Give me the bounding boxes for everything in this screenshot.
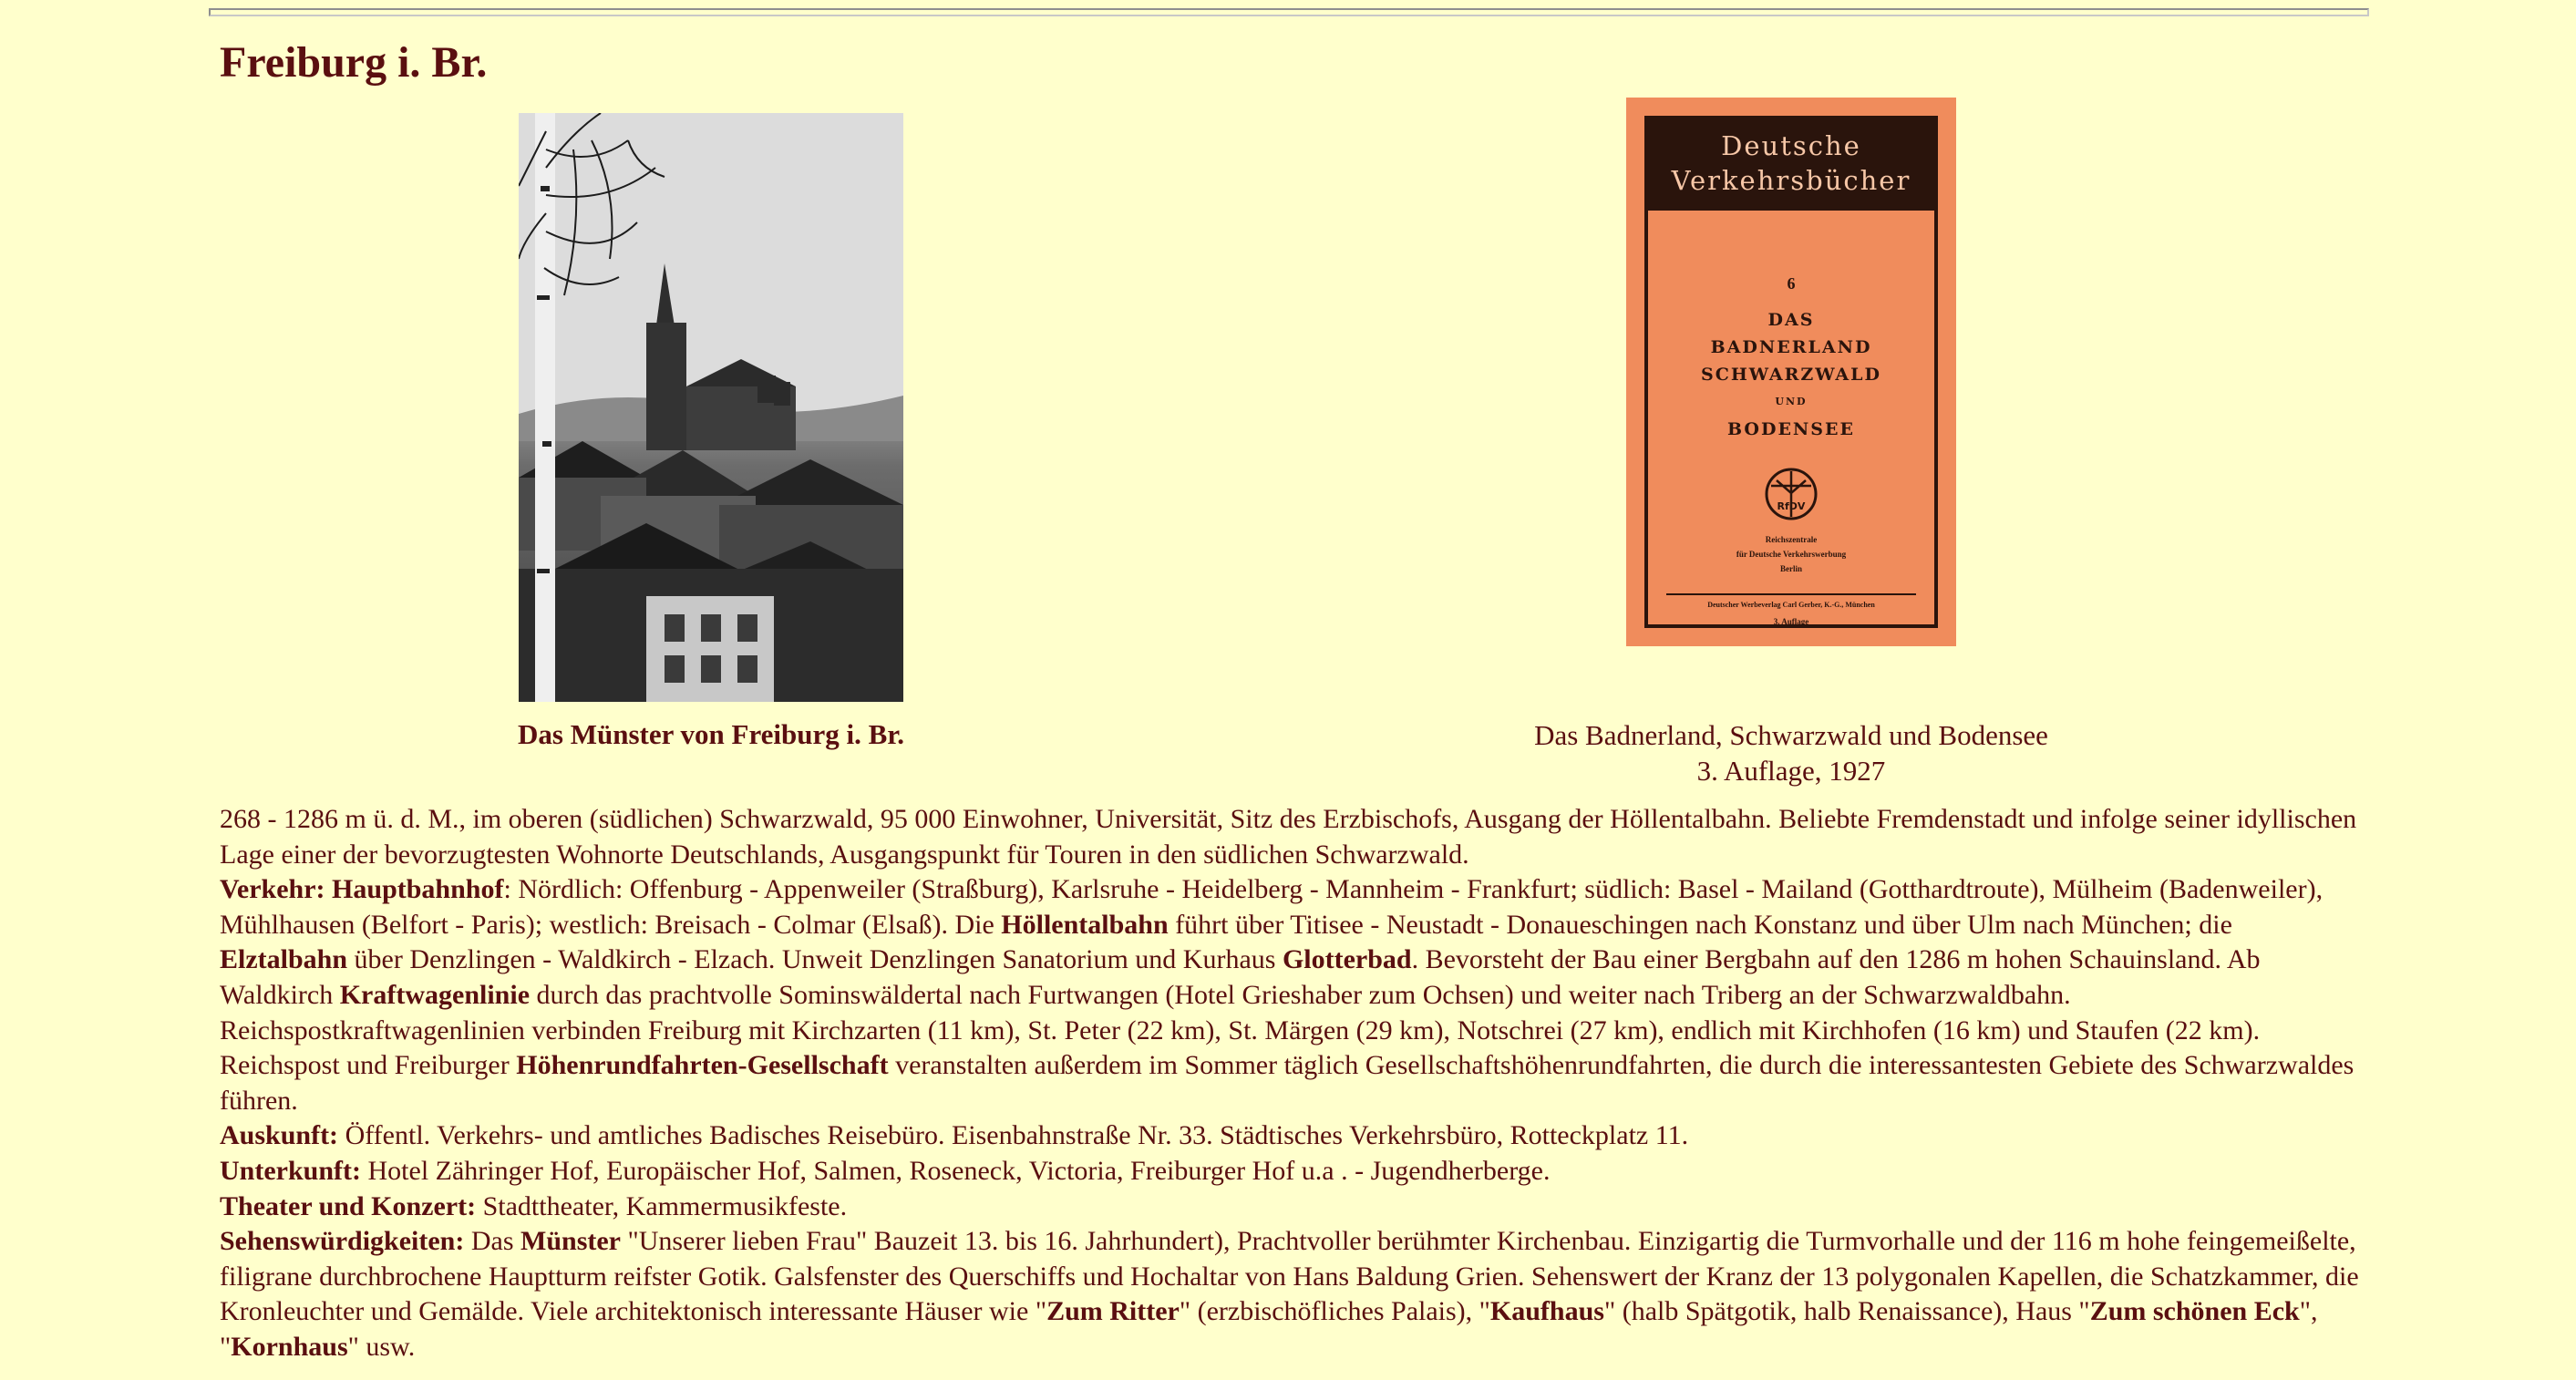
- sehens-text: " (erzbischöfliches Palais), ": [1179, 1296, 1490, 1327]
- page-title: Freiburg i. Br.: [220, 38, 488, 87]
- unterkunft-text: Hotel Zähringer Hof, Europäischer Hof, Salmen, Roseneck, Victoria, Freiburger Hof u.a . - Jugendherberge.: [361, 1155, 1551, 1186]
- kraftwagenlinie-term: Kraftwagenlinie: [339, 979, 531, 1010]
- sehens-text: Das: [464, 1226, 521, 1257]
- book-cover-frame: [1644, 116, 1938, 628]
- unterkunft-label: Unterkunft:: [220, 1155, 361, 1186]
- figure-caption-book-line1: Das Badnerland, Schwarzwald und Bodensee: [1534, 719, 2048, 751]
- sehenswuerdigkeiten-paragraph: [220, 1224, 2362, 1365]
- verkehr-text: durch das prachtvolle Sominswäldertal nach Furtwangen (Hotel Grieshaber zum Ochsen) und weiter nach Triberg an der Schwarzwaldbahn. Reichspostkraftwagenlinien verbinden Freiburg mit Kirchzarten (11 km), St. Peter (22 km), St. Märgen (29 km), Notschrei (27 km), endlich mit Kirchhofen (16 km) und Staufen (22 km). Reichspost und Freiburger: [220, 979, 2261, 1081]
- book-cover-publisher-line: Reichszentrale: [1765, 535, 1818, 544]
- book-cover-divider: [1666, 593, 1916, 595]
- intro-paragraph: 268 - 1286 m ü. d. M., im oberen (südlichen) Schwarzwald, 95 000 Einwohner, Universität, Sitz des Erzbischofs, Ausgang der Höllentalbahn. Beliebte Fremdenstadt und infolge seiner idyllischen Lage einer der bevorzugtesten Wohnorte Deutschlands, Ausgangspunkt für Touren in den südlichen Schwarzwald.: [220, 804, 2357, 870]
- book-cover-header-line2: Verkehrsbücher: [1671, 165, 1911, 196]
- book-cover-title-line: BADNERLAND: [1710, 337, 1872, 357]
- figure-caption-book: [1468, 717, 2115, 788]
- figure-muenster: [428, 113, 994, 752]
- zum-ritter-term: Zum Ritter: [1046, 1296, 1180, 1327]
- book-cover-title-line: SCHWARZWALD: [1700, 365, 1882, 385]
- book-cover-title: [1648, 306, 1934, 443]
- book-cover-header: [1648, 119, 1934, 211]
- theater-paragraph: [220, 1189, 2362, 1225]
- figure-caption-book-line2: 3. Auflage, 1927: [1696, 755, 1886, 787]
- kaufhaus-term: Kaufhaus: [1489, 1296, 1604, 1327]
- muenster-photo: [519, 113, 903, 702]
- verkehr-text: führt über Titisee - Neustadt - Donaueschingen nach Konstanz und über Ulm nach München; die: [1168, 909, 2232, 940]
- auskunft-text: Öffentl. Verkehrs- und amtliches Badisches Reisebüro. Eisenbahnstraße Nr. 33. Städtisches Verkehrsbüro, Rotteckplatz 11.: [338, 1120, 1689, 1151]
- glotterbad-term: Glotterbad: [1282, 944, 1412, 975]
- rfdv-emblem-icon: [1764, 466, 1819, 522]
- elztalbahn-term: Elztalbahn: [220, 944, 348, 975]
- kornhaus-term: Kornhaus: [231, 1331, 348, 1362]
- sehens-text: " usw.: [347, 1331, 416, 1362]
- book-cover-title-line: UND: [1775, 396, 1808, 407]
- auskunft-paragraph: [220, 1118, 2362, 1154]
- verkehr-text: : Nördlich: Offenburg - Appenweiler (Straßburg), Karlsruhe - Heidelberg - Mannheim - Frankfurt; südlich: Basel - Mailand (Gotthardtroute), Mülheim (Badenweiler), Mühlhausen (Belfort - Paris); westlich: Breisach - Colmar (Elsaß). Die: [220, 874, 2324, 940]
- verkehr-label: Verkehr:: [220, 874, 325, 905]
- hauptbahnhof-term: Hauptbahnhof: [332, 874, 504, 905]
- sehenswuerdigkeiten-label: Sehenswürdigkeiten:: [220, 1226, 465, 1257]
- book-cover-publisher: [1648, 532, 1934, 576]
- figure-caption-muenster: Das Münster von Freiburg i. Br.: [518, 718, 904, 750]
- book-cover-printer: Deutscher Werbeverlag Carl Gerber, K.-G., München: [1707, 601, 1875, 609]
- sehens-text: ", ": [220, 1296, 2318, 1362]
- theater-label: Theater und Konzert:: [220, 1190, 477, 1221]
- sehens-text: "Unserer lieben Frau" Bauzeit 13. bis 16. Jahrhundert), Prachtvoller berühmter Kirchenbau. Einzigartig die Turmvorhalle und der 116 m hohe feingemeißelte, filigrane durchbrochene Hauptturm reifster Gotik. Galsfenster des Querschiffs und Hochaltar von Hans Baldung Grien. Sehenswert der Kranz der 13 polygonalen Kapellen, die Schatzkammer, die Kronleuchter und Gemälde. Viele architektonisch interessante Häuser wie ": [220, 1226, 2359, 1327]
- auskunft-label: Auskunft:: [220, 1120, 339, 1151]
- theater-text: Stadttheater, Kammermusikfeste.: [476, 1190, 848, 1221]
- book-cover-header-line1: Deutsche: [1721, 130, 1861, 161]
- horizontal-rule: [209, 8, 2369, 16]
- zum-schoenen-eck-term: Zum schönen Eck: [2089, 1296, 2300, 1327]
- rfdv-emblem-letters: RfDV: [1777, 500, 1806, 512]
- book-cover-edition: 3. Auflage: [1773, 617, 1809, 626]
- sehens-text: " (halb Spätgotik, halb Renaissance), Haus ": [1603, 1296, 2090, 1327]
- hoehenrundfahrten-term: Höhenrundfahrten-Gesellschaft: [516, 1050, 889, 1081]
- verkehr-paragraph: [220, 872, 2362, 1118]
- unterkunft-paragraph: [220, 1154, 2362, 1189]
- book-cover-title-line: DAS: [1767, 310, 1815, 330]
- book-cover-number: 6: [1787, 274, 1796, 293]
- book-cover-publisher-line: für Deutsche Verkehrswerbung: [1736, 550, 1847, 559]
- muenster-term: Münster: [520, 1226, 621, 1257]
- verkehr-text: über Denzlingen - Waldkirch - Elzach. Unweit Denzlingen Sanatorium und Kurhaus: [347, 944, 1283, 975]
- verkehr-text: . Bevorsteht der Bau einer Bergbahn auf den 1286 m hohen Schauinsland. Ab Waldkirch: [220, 944, 2261, 1010]
- body-text: [220, 802, 2362, 1365]
- figure-book-cover: [1468, 98, 2115, 788]
- book-cover-title-line: BODENSEE: [1727, 419, 1855, 439]
- book-cover-publisher-line: Berlin: [1780, 564, 1802, 573]
- hoellentalbahn-term: Höllentalbahn: [1001, 909, 1169, 940]
- verkehr-text: veranstalten außerdem im Sommer täglich Gesellschaftshöhenrundfahrten, die durch die interessantesten Gebiete des Schwarzwaldes führen.: [220, 1050, 2354, 1116]
- book-cover-image: [1626, 98, 1956, 646]
